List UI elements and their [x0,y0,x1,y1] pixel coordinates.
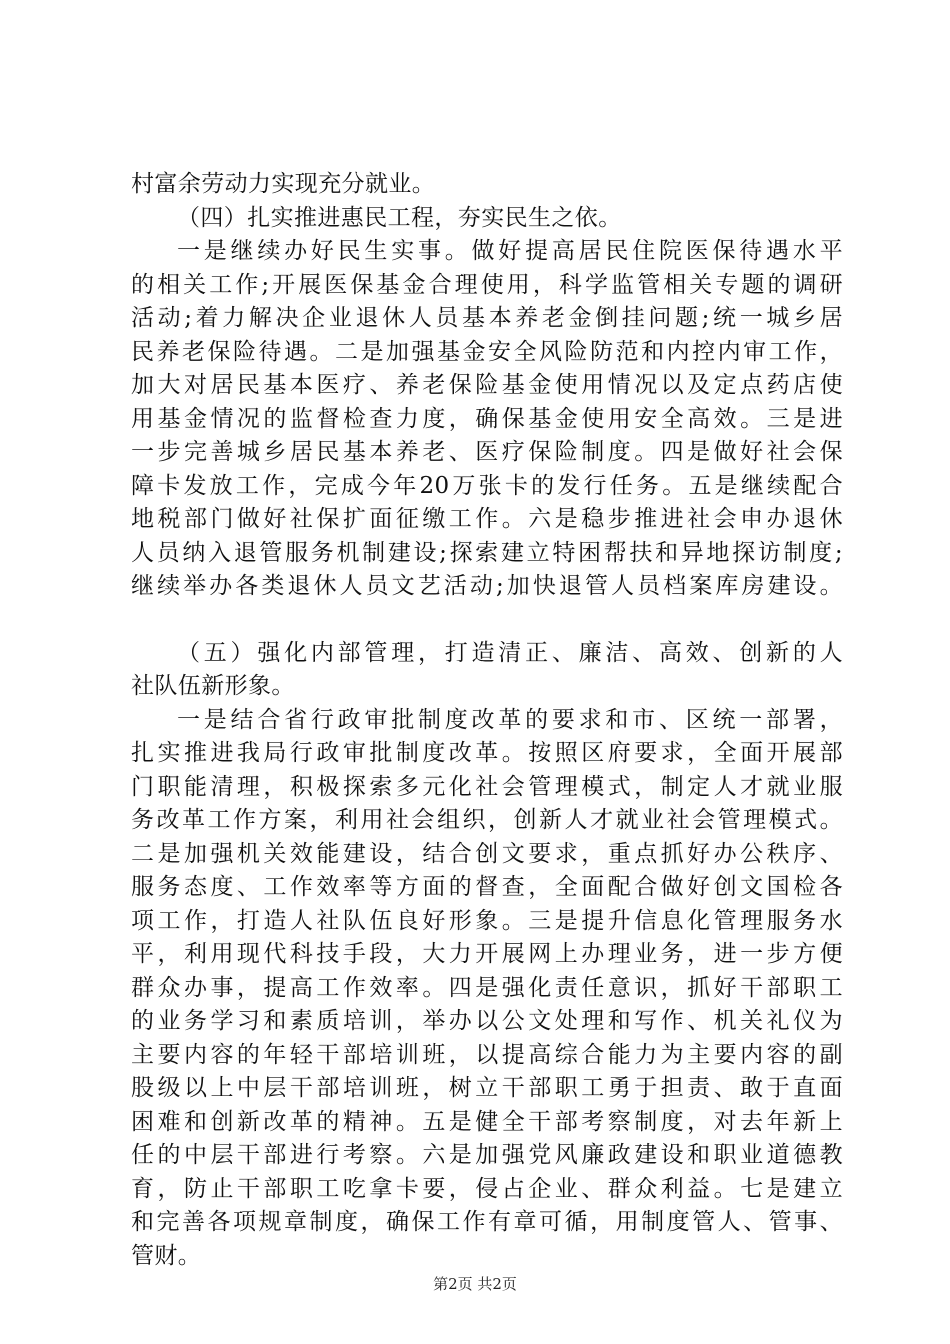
paragraph-line: 地税部门做好社保扩面征缴工作。六是稳步推进社会申办退休 [131,506,843,532]
section-heading-5-continued: 社队伍新形象。 [131,673,295,699]
paragraph-line: 加大对居民基本医疗、养老保险基金使用情况以及定点药店使 [131,372,843,398]
paragraph-line: 活动;着力解决企业退休人员基本养老金倒挂问题;统一城乡居 [131,305,843,331]
paragraph-line: 和完善各项规章制度，确保工作有章可循，用制度管人、管事、 [131,1209,843,1235]
paragraph-line: 主要内容的年轻干部培训班，以提高综合能力为主要内容的副 [131,1041,843,1068]
section-heading-4: （四）扎实推进惠民工程，夯实民生之依。 [177,204,622,231]
paragraph-line: 的相关工作;开展医保基金合理使用，科学监管相关专题的调研 [131,271,843,298]
paragraph-line: 扎实推进我局行政审批制度改革。按照区府要求，全面开展部 [131,740,843,766]
paragraph-line: 继续举办各类退休人员文艺活动;加快退管人员档案库房建设。 [131,573,843,599]
paragraph-line: 用基金情况的监督检查力度，确保基金使用安全高效。三是进 [131,405,843,432]
paragraph-line: 困难和创新改革的精神。五是健全干部考察制度，对去年新上 [131,1108,843,1135]
paragraph-spacer [131,604,843,637]
paragraph-line: 群众办事，提高工作效率。四是强化责任意识，抓好干部职工 [131,974,843,1001]
paragraph-line: 人员纳入退管服务机制建设;探索建立特困帮扶和异地探访制度; [131,539,843,566]
section-heading-5: （五）强化内部管理，打造清正、廉洁、高效、创新的人 [177,639,843,666]
page-number-footer: 第2页 共2页 [433,1275,517,1293]
paragraph-line: 一是结合省行政审批制度改革的要求和市、区统一部署， [177,706,843,733]
document-body [131,168,843,1273]
paragraph-line: 任的中层干部进行考察。六是加强党风廉政建设和职业道德教 [131,1142,843,1168]
paragraph-line: 管财。 [131,1242,202,1269]
paragraph-line: 服务态度、工作效率等方面的督查，全面配合做好创文国检各 [131,874,843,900]
paragraph-line: 股级以上中层干部培训班，树立干部职工勇于担责、敢于直面 [131,1075,843,1101]
paragraph-line: 项工作，打造人社队伍良好形象。三是提升信息化管理服务水 [131,907,843,934]
paragraph-line: 民养老保险待遇。二是加强基金安全风险防范和内控内审工作， [131,338,843,365]
paragraph-line: 一是继续办好民生实事。做好提高居民住院医保待遇水平 [177,238,843,264]
paragraph-line: 育，防止干部职工吃拿卡要，侵占企业、群众利益。七是建立 [131,1175,843,1202]
paragraph-line: 障卡发放工作，完成今年20万张卡的发行任务。五是继续配合 [131,472,843,499]
paragraph-line: 的业务学习和素质培训，举办以公文处理和写作、机关礼仪为 [131,1008,843,1034]
paragraph-line: 二是加强机关效能建设，结合创文要求，重点抓好办公秩序、 [131,840,843,867]
paragraph-line: 平，利用现代科技手段，大力开展网上办理业务，进一步方便 [131,941,843,967]
paragraph-line: 务改革工作方案，利用社会组织，创新人才就业社会管理模式。 [131,807,843,833]
paragraph-line: 门职能清理，积极探索多元化社会管理模式，制定人才就业服 [131,773,843,800]
paragraph-line: 村富余劳动力实现充分就业。 [131,171,436,197]
paragraph-line: 一步完善城乡居民基本养老、医疗保险制度。四是做好社会保 [131,439,843,465]
